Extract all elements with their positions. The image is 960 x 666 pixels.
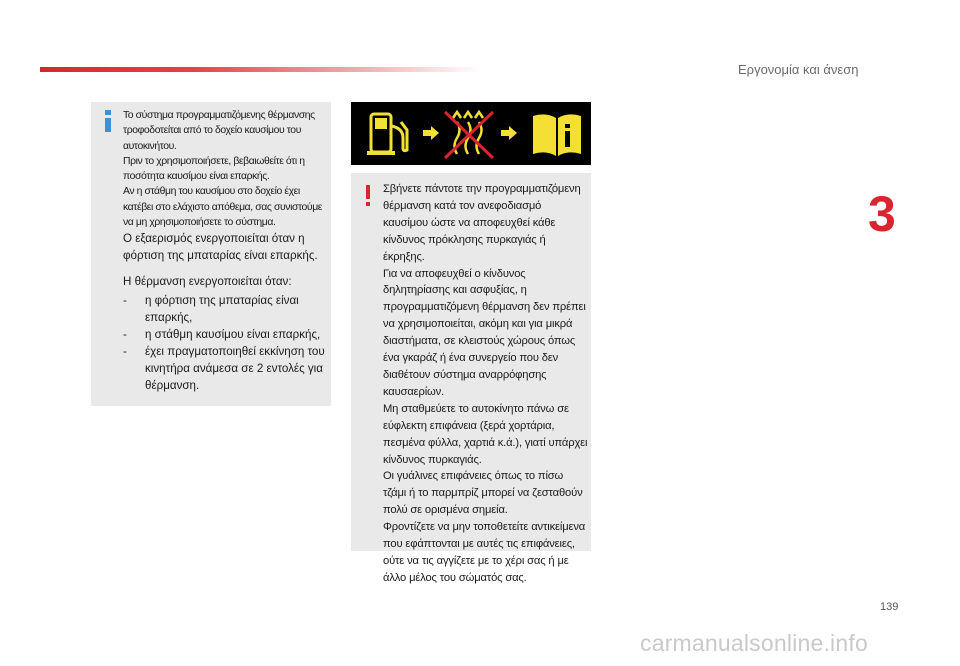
warning-text: Σβήνετε πάντοτε την προγραμματιζόμενη θέρμανση κατά τον ανεφοδιασμό καυσίμου ώστε να αποφευχθεί κάθε κίνδυνος πρόκλησης πυρκαγιάς ή έκρηξης. Για να αποφευχθεί ο κίνδυνος δηλητηρίασης και ασφυξίας, η προγραμματιζόμενη θέρμανση δεν πρέπει να χρησιμοποιείται, ακόμη και για μικρά διαστήματα, σε κλειστούς χώρους όπως ένα γκαράζ ή ένα συνεργείο που δεν διαθέτουν σύστημα αναρρόφησης καυσαερίων. Μη σταθμεύετε το αυτοκίνητο πάνω σε εύφλεκτη επιφάνεια (ξερά χορτάρια, πεσμένα φύλλα, χαρτιά κ.ά.), γιατί υπάρχει κίνδυνος πυρκαγιάς. Οι γυάλινες επιφάνειες όπως το πίσω τζάμι ή το παρμπρίζ μπορεί να ζεσταθούν πολύ σε ορισμένα σημεία. Φροντίζετε να μην τοποθετείτε αντικείμενα που εφάπτονται με αυτές τις επιφάνειες, ούτε να τις αγγίζετε με το χέρι σας ή με άλλο μέλος του σώματός σας. [383, 183, 588, 584]
handbook-info-icon [533, 114, 581, 156]
page-number: 139 [880, 601, 899, 613]
warning-exclamation-icon [364, 185, 372, 207]
header-accent-bar [40, 67, 480, 72]
watermark: carmanualsonline.info [640, 630, 868, 656]
pictogram-svg [351, 102, 591, 165]
heating-paragraph: Η θέρμανση ενεργοποιείται όταν: [123, 275, 292, 288]
heating-conditions-list [123, 292, 333, 394]
list-item: - έχει πραγματοποιηθεί εκκίνηση του κινητήρα ανάμεσα σε 2 εντολές για θέρμανση. [123, 343, 333, 394]
fuel-pump-icon [367, 114, 407, 155]
arrow-right-icon [501, 126, 517, 140]
arrow-right-icon [423, 126, 439, 140]
cross-icon [445, 112, 493, 158]
ventilation-paragraph: Ο εξαερισμός ενεργοποιείται όταν η φόρτιση της μπαταρίας είναι επαρκής. [123, 232, 318, 262]
list-item: - η φόρτιση της μπαταρίας είναι επαρκής, [123, 292, 333, 326]
list-item: - η στάθμη καυσίμου είναι επαρκής, [123, 326, 333, 343]
pictogram-strip [351, 102, 591, 165]
section-title: Εργονομία και άνεση [738, 62, 859, 77]
info-note: Το σύστημα προγραμματιζόμενης θέρμανσης τροφοδοτείται από το δοχείο καυσίμου του αυτοκινήτου. Πριν το χρησιμοποιήσετε, βεβαιωθείτε ότι η ποσότητα καυσίμου είναι επαρκής. Αν η στάθμη του καυσίμου στο δοχείο έχει κατέβει στο ελάχιστο απόθεμα, σας συνιστούμε να μη χρησιμοποιήσετε το σύστημα. [123, 110, 323, 229]
warning-box [351, 173, 591, 584]
info-icon [103, 110, 113, 132]
info-box [91, 102, 331, 406]
chapter-number: 3 [868, 186, 896, 242]
